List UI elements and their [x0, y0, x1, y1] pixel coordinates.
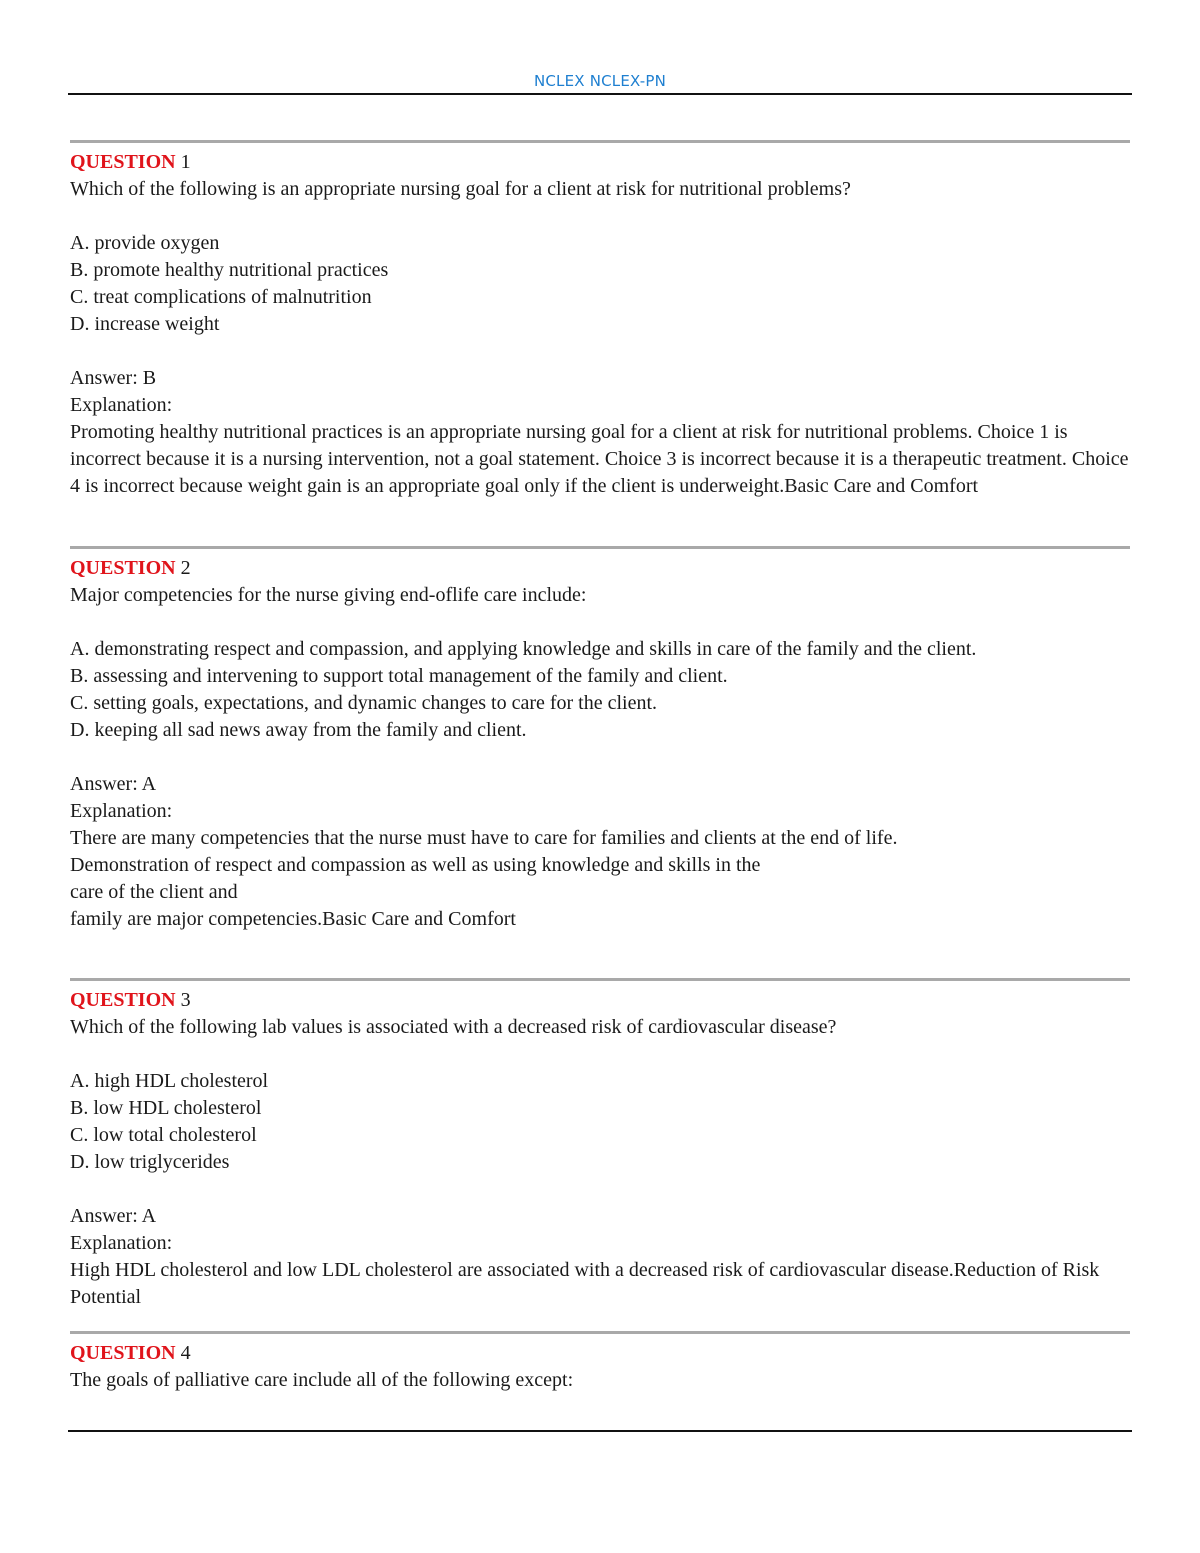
- header-rule: [68, 93, 1132, 95]
- explanation-text: There are many competencies that the nurse must have to care for families and clients at the end of life.: [70, 827, 898, 849]
- question-text: The goals of palliative care include all of the following except:: [70, 1369, 574, 1391]
- question-text: Which of the following is an appropriate nursing goal for a client at risk for nutritional problems?: [70, 178, 851, 200]
- question-4: [70, 1340, 1132, 1394]
- question-heading: [70, 1340, 1132, 1367]
- answer-option-d: D. keeping all sad news away from the family and client.: [70, 719, 527, 741]
- question-label: QUESTION: [70, 557, 176, 579]
- footer-rule: [68, 1430, 1132, 1432]
- question-number: 4: [180, 1342, 191, 1364]
- explanation-text: Demonstration of respect and compassion as well as using knowledge and skills in the: [70, 854, 761, 876]
- question-divider: [70, 978, 1130, 981]
- explanation-text: care of the client and: [70, 881, 238, 903]
- page-header-title: NCLEX NCLEX-PN: [533, 72, 667, 90]
- question-number: 3: [180, 989, 191, 1011]
- question-divider: [70, 1331, 1130, 1334]
- answer-option-a: A. high HDL cholesterol: [70, 1070, 269, 1092]
- question-number: 1: [180, 151, 191, 173]
- answer-option-a: A. provide oxygen: [70, 232, 220, 254]
- answer-option-b: B. assessing and intervening to support total management of the family and client.: [70, 665, 728, 687]
- answer-option-b: B. promote healthy nutritional practices: [70, 259, 389, 281]
- question-2: [70, 555, 1132, 933]
- question-text: Major competencies for the nurse giving end-oflife care include:: [70, 584, 587, 606]
- question-label: QUESTION: [70, 989, 176, 1011]
- answer-line: Answer: A: [70, 773, 157, 795]
- question-number: 2: [180, 557, 191, 579]
- question-1: [70, 149, 1132, 500]
- answer-option-b: B. low HDL cholesterol: [70, 1097, 262, 1119]
- question-label: QUESTION: [70, 1342, 176, 1364]
- question-heading: [70, 987, 1132, 1014]
- answer-option-c: C. low total cholesterol: [70, 1124, 257, 1146]
- explanation-label: Explanation:: [70, 800, 173, 822]
- question-divider: [70, 140, 1130, 143]
- explanation-label: Explanation:: [70, 394, 173, 416]
- answer-option-c: C. treat complications of malnutrition: [70, 286, 372, 308]
- explanation-text: Promoting healthy nutritional practices is an appropriate nursing goal for a client at risk for nutritional problems. Choice 1 is incorrect because it is a nursing intervention, not a goal statement. Choice 3 is incorrect because it is a therapeutic treatment. Choice 4 is incorrect because weight gain is an appropriate goal only if the client is underweight.Basic Care and Comfort: [70, 421, 1129, 497]
- explanation-label: Explanation:: [70, 1232, 173, 1254]
- explanation-text: High HDL cholesterol and low LDL cholesterol are associated with a decreased risk of cardiovascular disease.Reduction of Risk Potential: [70, 1259, 1100, 1308]
- answer-line: Answer: B: [70, 367, 157, 389]
- explanation-text: family are major competencies.Basic Care and Comfort: [70, 908, 516, 930]
- question-heading: [70, 555, 1132, 582]
- answer-option-d: D. low triglycerides: [70, 1151, 230, 1173]
- answer-line: Answer: A: [70, 1205, 157, 1227]
- question-divider: [70, 546, 1130, 549]
- answer-option-d: D. increase weight: [70, 313, 220, 335]
- question-label: QUESTION: [70, 151, 176, 173]
- question-heading: [70, 149, 1132, 176]
- question-text: Which of the following lab values is associated with a decreased risk of cardiovascular disease?: [70, 1016, 837, 1038]
- question-3: [70, 987, 1132, 1311]
- answer-option-a: A. demonstrating respect and compassion, and applying knowledge and skills in care of the family and the client.: [70, 638, 977, 660]
- answer-option-c: C. setting goals, expectations, and dynamic changes to care for the client.: [70, 692, 658, 714]
